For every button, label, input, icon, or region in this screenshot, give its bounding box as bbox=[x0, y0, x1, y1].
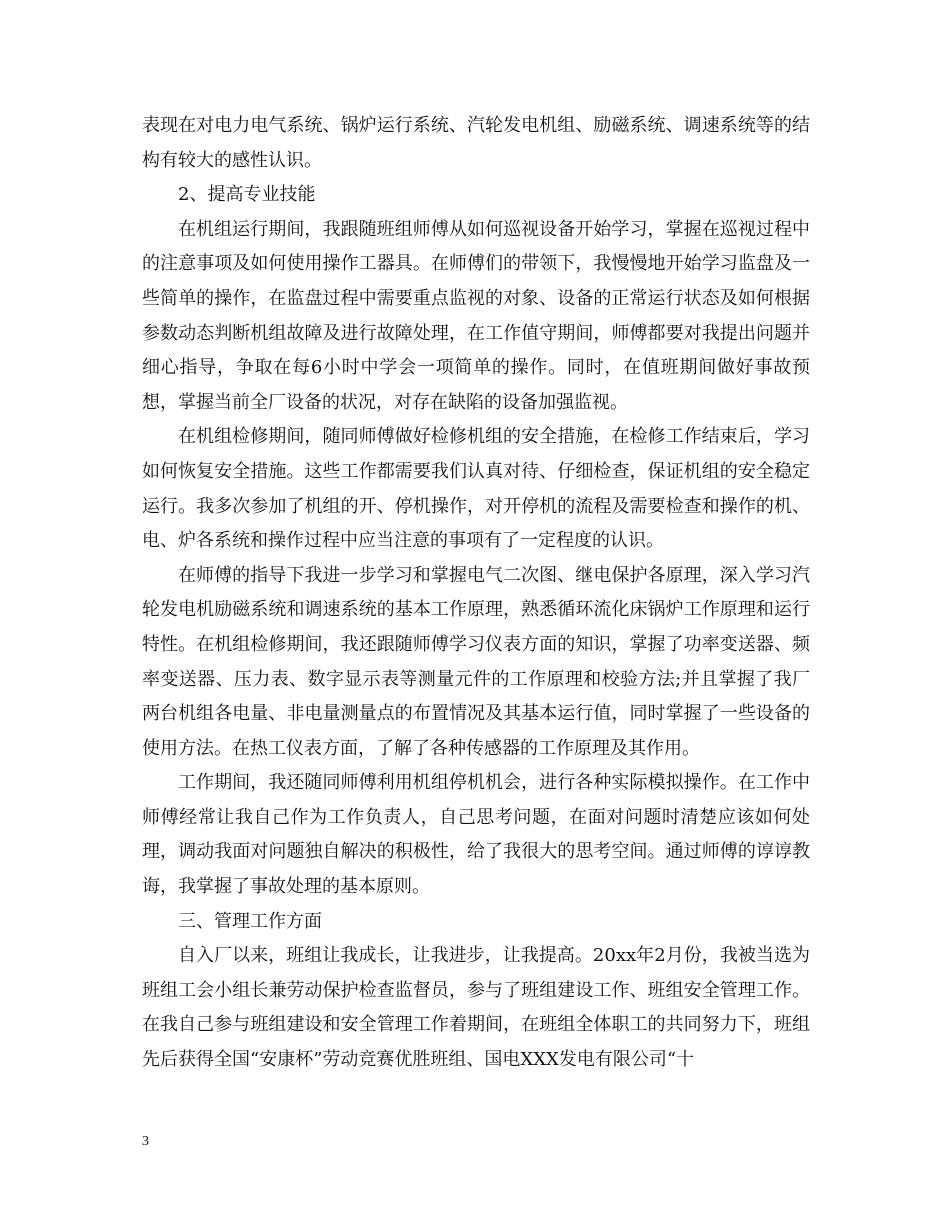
paragraph-1: 表现在对电力电气系统、锅炉运行系统、汽轮发电机组、励磁系统、调速系统等的结构有较大的感性认识。 bbox=[142, 115, 810, 171]
paragraph-5: 在师傅的指导下我进一步学习和掌握电气二次图、继电保护各原理，深入学习汽轮发电机励磁系统和调速系统的基本工作原理，熟悉循环流化床锅炉工作原理和运行特性。在机组检修期间，我还跟随师傅学习仪表方面的知识，掌握了功率变送器、频率变送器、压力表、数字显示表等测量元件的工作原理和校验方法;并且掌握了我厂两台机组各电量、非电量测量点的布置情况及其基本运行值，同时掌握了一些设备的使用方法。在热工仪表方面，了解了各种传感器的工作原理及其作用。 bbox=[142, 564, 810, 759]
paragraph-4: 在机组检修期间，随同师傅做好检修机组的安全措施，在检修工作结束后，学习如何恢复安全措施。这些工作都需要我们认真对待、仔细检查，保证机组的安全稳定运行。我多次参加了机组的开、停机操作，对开停机的流程及需要检查和操作的机、电、炉各系统和操作过程中应当注意的事项有了一定程度的认识。 bbox=[142, 426, 810, 552]
paragraph-7-heading: 三、管理工作方面 bbox=[178, 910, 322, 932]
document-body bbox=[142, 109, 810, 1078]
paragraph-2-heading: 2、提高专业技能 bbox=[178, 184, 316, 206]
paragraph-3: 在机组运行期间，我跟随班组师傅从如何巡视设备开始学习，掌握在巡视过程中的注意事项及如何使用操作工器具。在师傅们的带领下，我慢慢地开始学习监盘及一些简单的操作，在监盘过程中需要重点监视的对象、设备的正常运行状态及如何根据参数动态判断机组故障及进行故障处理，在工作值守期间，师傅都要对我提出问题并细心指导，争取在每6小时中学会一项简单的操作。同时，在值班期间做好事故预想，掌握当前全厂设备的状况，对存在缺陷的设备加强监视。 bbox=[142, 218, 810, 413]
paragraph-8: 自入厂以来，班组让我成长，让我进步，让我提高。20xx年2月份，我被当选为班组工会小组长兼劳动保护检查监督员，参与了班组建设工作、班组安全管理工作。在我自己参与班组建设和安全管理工作着期间，在班组全体职工的共同努力下，班组先后获得全国“安康杯”劳动竞赛优胜班组、国电XXX发电有限公司“十 bbox=[142, 945, 810, 1071]
page-number: 3 bbox=[142, 1134, 149, 1149]
paragraph-6: 工作期间，我还随同师傅利用机组停机机会，进行各种实际模拟操作。在工作中师傅经常让我自己作为工作负责人，自己思考问题，在面对问题时清楚应该如何处理，调动我面对问题独自解决的积极性，给了我很大的思考空间。通过师傅的谆谆教诲，我掌握了事故处理的基本原则。 bbox=[142, 772, 810, 898]
